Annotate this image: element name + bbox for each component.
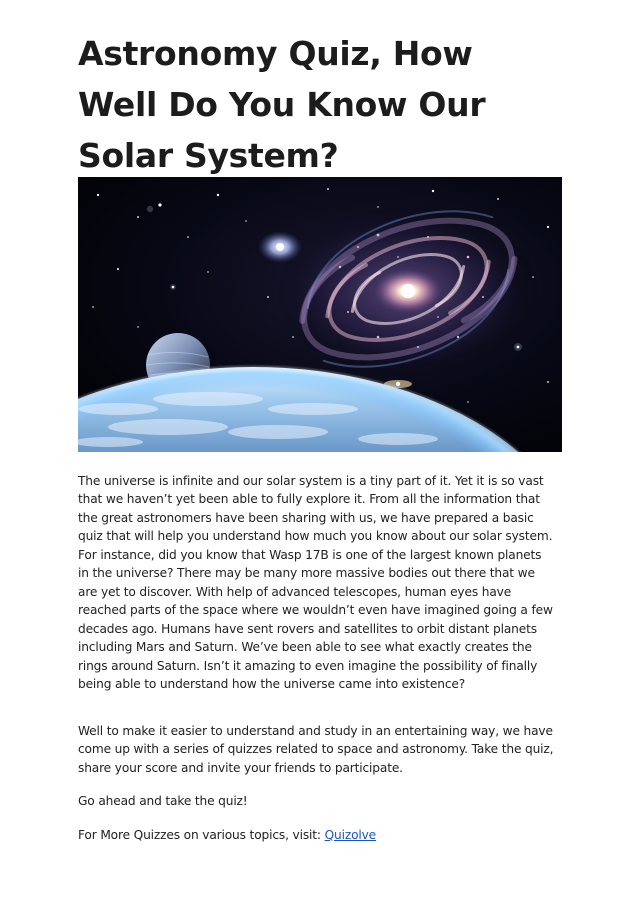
quizolve-link[interactable]: Quizolve (324, 828, 377, 842)
more-quizzes-label: For More Quizzes on various topics, visit: (78, 828, 325, 842)
intro-paragraph: The universe is infinite and our solar system is a tiny part of it. Yet it is so vast that we haven’t yet been able to fully explore it. From all the information that the great astronomers have been sharing with us, we have prepared a basic quiz that will help you understand how much you know about our solar system. For instance, did you know that Wasp 17B is one of the largest known planets in the universe? There may be many more massive bodies out there that we are yet to discover. With help of advanced telescopes, human eyes have reached parts of the space where we wouldn’t even have imagined going a few decades ago. Humans have sent rovers and satellites to orbit distant planets including Mars and Saturn. We’ve been able to see what exactly creates the rings around Saturn. Isn’t it amazing to even imagine the possibility of finally being able to understand how the universe came into existence? (78, 474, 553, 691)
more-quizzes-paragraph (78, 826, 554, 844)
page-title: Astronomy Quiz, How Well Do You Know Our Solar System? (78, 34, 486, 175)
quiz-description-paragraph: Well to make it easier to understand and study in an entertaining way, we have come up with a series of quizzes related to space and astronomy. Take the quiz, share your score and invite your friends to participate. (78, 724, 554, 775)
hero-image (78, 177, 562, 452)
space-illustration (78, 177, 562, 452)
call-to-action-paragraph: Go ahead and take the quiz! (78, 794, 248, 808)
